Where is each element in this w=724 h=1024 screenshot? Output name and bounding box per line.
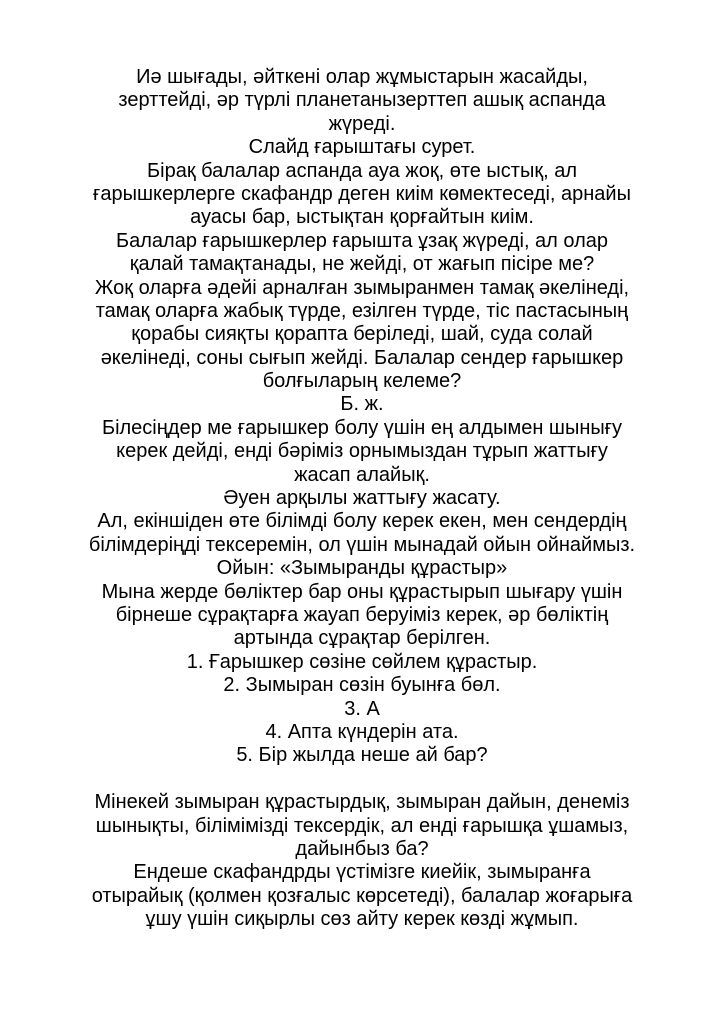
text-line: Мына жерде бөліктер бар оны құрастырып шығару үшін [101, 580, 623, 603]
text-line: бірнеше сұрақтарға жауап беруіміз керек, әр бөліктің [115, 603, 609, 626]
text-line: жүреді. [328, 112, 396, 135]
text-line: тамақ оларға жабық түрде, езілген түрде, тіс пастасының [95, 299, 629, 322]
text-line: артында сұрақтар берілген. [233, 627, 491, 650]
text-line: Слайд ғарыштағы сурет. [248, 136, 476, 159]
text-line: Ойын: «Зымыранды құрастыр» [216, 557, 508, 580]
text-line: Балалар ғарышкерлер ғарышта ұзақ жүреді, ал олар [115, 229, 609, 252]
text-line: ауасы бар, ыстықтан қорғайтын киім. [190, 206, 534, 229]
text-line: Білесіңдер ме ғарышкер болу үшін ең алдымен шынығу [101, 416, 623, 439]
text-line: зерттейді, әр түрлі планетанызерттеп ашық аспанда [118, 89, 606, 112]
text-line: Бірақ балалар аспанда ауа жоқ, өте ыстық, ал [147, 159, 577, 182]
text-line: қорабы сияқты қорапта беріледі, шай, суда солай [131, 323, 593, 346]
list-item: 2. Зымыран сөзін буынға бөл. [223, 674, 501, 697]
text-line: Б. ж. [340, 393, 384, 416]
text-line: ұшу үшін сиқырлы сөз айту керек көзді жұмып. [145, 908, 579, 931]
text-line: керек дейді, енді бәріміз орнымыздан тұрып жаттығу [116, 440, 608, 463]
list-item: 1. Ғарышкер сөзіне сөйлем құрастыр. [186, 650, 538, 673]
text-line: шынықты, білімімізді тексердік, ал енді ғарышқа ұшамыз, [95, 814, 629, 837]
list-item: 4. Апта күндерін ата. [265, 720, 459, 743]
text-line: отырайық (қолмен қозғалыс көрсетеді), балалар жоғарыға [91, 884, 633, 907]
list-item: 3. А [344, 697, 380, 720]
text-line: қалай тамақтанады, не жейді, от жағып пісіре ме? [129, 253, 595, 276]
text-line: жасап алайық. [294, 463, 430, 486]
document-page [0, 66, 724, 931]
blank-line [0, 768, 724, 791]
text-line: ғарышкерлерге скафандр деген киім көмектеседі, арнайы [93, 182, 631, 205]
text-line: Жоқ оларға әдейі арналған зымыранмен тамақ әкелінеді, [94, 276, 630, 299]
text-line: Иә шығады, әйткені олар жұмыстарын жасайды, [136, 66, 588, 88]
text-line: дайынбыз ба? [295, 837, 429, 860]
text-line: әкелінеді, соны сығып жейді. Балалар сендер ғарышкер [100, 346, 624, 369]
text-line: Мінекей зымыран құрастырдық, зымыран дайын, денеміз [94, 791, 630, 814]
text-line: Әуен арқылы жаттығу жасату. [223, 487, 501, 510]
text-line: Ендеше скафандрды үстімізге киейік, зымыранға [133, 861, 591, 884]
text-line: болғыларың келеме? [262, 370, 462, 393]
text-line: білімдеріңді тексеремін, ол үшін мынадай ойын ойнаймыз. [88, 533, 636, 556]
text-line: Ал, екіншіден өте білімді болу керек екен, мен сендердің [97, 510, 627, 533]
list-item: 5. Бір жылда неше ай бар? [236, 744, 488, 767]
